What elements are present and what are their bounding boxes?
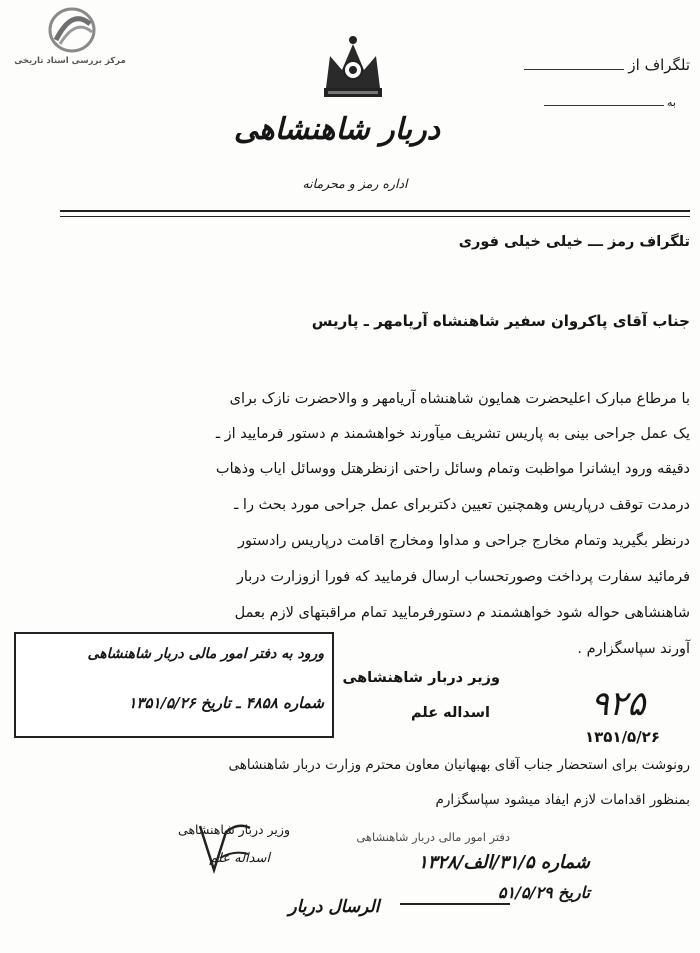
body-line: درمدت توقف درپاریس وهمچنین تعیین دکتربرای عمل جراحی مورد بحث را ـ — [234, 497, 690, 513]
telegram-type: تلگراف رمز ـــ خیلی خیلی فوری — [458, 234, 690, 250]
crown-emblem-icon — [318, 30, 388, 104]
telegraph-to-label: به — [500, 96, 676, 109]
copy-note-line: بمنظور اقدامات لازم ایفاد میشود سپاسگزارم — [435, 792, 690, 808]
body-line: فرمائید سفارت پرداخت وصورتحساب ارسال فرمایید که فورا ازوزارت دربار — [236, 569, 690, 585]
stamp-title: ورود به دفتر امور مالی دربار شاهنشاهی — [87, 646, 324, 662]
body-line: دقیقه ورود ایشانرا مواظبت وتمام وسائل راحتی ازنظرهتل ووسائل ایاب وذهاب — [215, 461, 690, 477]
bottom-signer-name: اسداله علم — [209, 851, 270, 866]
addressee: جناب آقای پاکروان سفیر شاهنشاه آریامهر ـ پاریس — [311, 312, 690, 330]
body-line: با مرطاع مبارک اعلیحضرت همایون شاهنشاه آریامهر و والاحضرت نازک برای — [229, 391, 690, 407]
stamp-number-date: شماره ۴۸۵۸ ـ تاریخ ۱۳۵۱/۵/۲۶ — [128, 694, 324, 712]
watermark — [10, 6, 130, 70]
copy-note-line: رونوشت برای استحضار جناب آقای بهبهانیان معاون محترم وزارت دربار شاهنشاهی — [228, 757, 690, 773]
body-line: یک عمل جراحی بینی به پاریس تشریف میآورند خواهشمند م دستور فرمایید از ـ — [215, 426, 690, 442]
receipt-stamp — [14, 632, 334, 738]
strike-line — [400, 903, 510, 905]
signature-title: وزیر دربار شاهنشاهی — [342, 670, 500, 686]
signature-mark — [190, 818, 260, 878]
bottom-signer-title: وزیر دربار شاهنشاهی — [178, 822, 290, 837]
office-date-line: تاریخ ۵۱/۵/۲۹ — [497, 883, 590, 902]
document-number: ۹۲۵ — [590, 684, 646, 724]
body-line: درنظر بگیرید وتمام مخارج جراحی و مداوا ومخارج اقامت درپاریس رادستور — [238, 533, 690, 549]
body-line: شاهنشاهی حواله شود خواهشمند م دستورفرمایید تمام مراقبتهای لازم بعمل — [234, 605, 690, 621]
body-line: آورند سپاسگزارم . — [577, 641, 690, 657]
header-divider — [60, 210, 690, 217]
office-number-line: شماره ۳۱/۵/الف/۱۳۲۸ — [418, 852, 590, 873]
handwritten-note: الرسال دربار — [288, 897, 380, 917]
office-registration-line: دفتر امور مالی دربار شاهنشاهی — [356, 830, 510, 844]
telegraph-from-label: تلگراف از — [500, 56, 690, 74]
archive-logo-icon — [42, 6, 102, 56]
department-title: اداره رمز و محرمانه — [302, 176, 408, 191]
org-title: دربار شاهنشاهی — [233, 112, 440, 147]
watermark-text: مرکز بررسی اسناد تاریخی — [14, 56, 126, 66]
signature-name: اسداله علم — [410, 705, 490, 721]
document-date: ۱۳۵۱/۵/۲۶ — [584, 728, 660, 746]
